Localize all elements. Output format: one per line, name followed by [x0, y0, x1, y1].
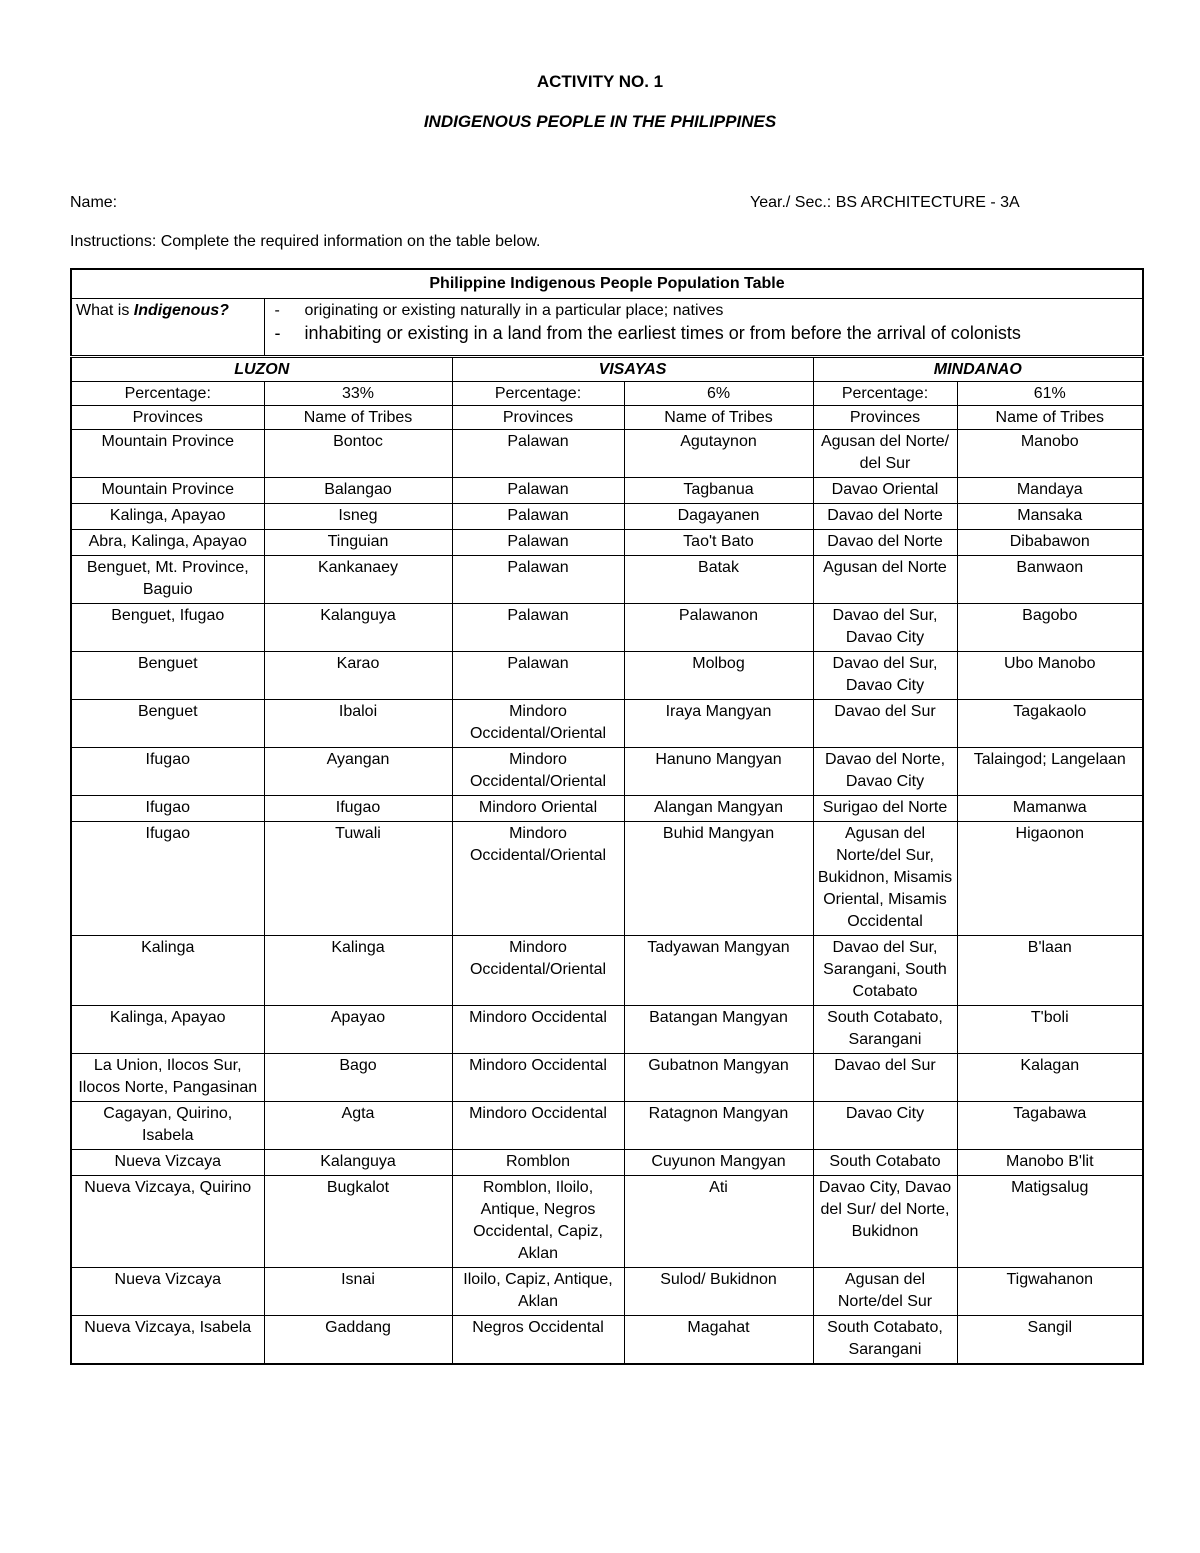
table-row: [71, 1176, 1143, 1268]
table-row: [71, 430, 1143, 478]
percentage-label: Percentage:: [452, 382, 624, 406]
table-cell: Agusan del Norte: [813, 556, 957, 604]
table-cell: Davao del Sur: [813, 700, 957, 748]
table-cell: Alangan Mangyan: [624, 796, 813, 822]
table-cell: Ibaloi: [264, 700, 452, 748]
table-cell: Tagabawa: [957, 1102, 1143, 1150]
definition-label-prefix: What is: [76, 302, 134, 319]
table-cell: Bagobo: [957, 604, 1143, 652]
percentage-label: Percentage:: [71, 382, 264, 406]
table-cell: Buhid Mangyan: [624, 822, 813, 936]
table-cell: Palawan: [452, 504, 624, 530]
table-cell: Palawan: [452, 430, 624, 478]
table-cell: Mindoro Occidental: [452, 1102, 624, 1150]
table-cell: Mindoro Occidental: [452, 1006, 624, 1054]
table-cell: Nueva Vizcaya, Isabela: [71, 1316, 264, 1365]
table-cell: Romblon: [452, 1150, 624, 1176]
column-header-tribes: Name of Tribes: [264, 406, 452, 430]
table-row: [71, 1102, 1143, 1150]
table-cell: Cuyunon Mangyan: [624, 1150, 813, 1176]
table-cell: Benguet: [71, 652, 264, 700]
table-cell: Kalagan: [957, 1054, 1143, 1102]
table-row: [71, 478, 1143, 504]
table-row: [71, 1150, 1143, 1176]
table-cell: Gubatnon Mangyan: [624, 1054, 813, 1102]
table-cell: Benguet: [71, 700, 264, 748]
table-cell: South Cotabato: [813, 1150, 957, 1176]
table-cell: Bago: [264, 1054, 452, 1102]
region-visayas: VISAYAS: [452, 357, 813, 382]
table-cell: Palawan: [452, 530, 624, 556]
table-cell: Palawan: [452, 604, 624, 652]
table-row: [71, 936, 1143, 1006]
table-cell: Iloilo, Capiz, Antique, Aklan: [452, 1268, 624, 1316]
table-cell: Tagakaolo: [957, 700, 1143, 748]
instructions-text: Instructions: Complete the required information on the table below.: [70, 233, 541, 250]
table-cell: Kalanguya: [264, 1150, 452, 1176]
population-table: [70, 268, 1144, 1365]
table-cell: Davao del Sur: [813, 1054, 957, 1102]
activity-title: ACTIVITY NO. 1: [536, 72, 664, 91]
table-row: [71, 652, 1143, 700]
table-cell: Kalinga: [264, 936, 452, 1006]
table-cell: Ratagnon Mangyan: [624, 1102, 813, 1150]
table-cell: Benguet, Ifugao: [71, 604, 264, 652]
table-cell: T'boli: [957, 1006, 1143, 1054]
table-row: [71, 1268, 1143, 1316]
table-cell: Agta: [264, 1102, 452, 1150]
table-cell: Davao del Norte: [813, 504, 957, 530]
percentage-luzon: 33%: [264, 382, 452, 406]
table-cell: Davao del Norte, Davao City: [813, 748, 957, 796]
definition-body: [264, 299, 1143, 357]
column-header-tribes: Name of Tribes: [624, 406, 813, 430]
table-cell: Batangan Mangyan: [624, 1006, 813, 1054]
table-cell: Palawan: [452, 556, 624, 604]
table-cell: Abra, Kalinga, Apayao: [71, 530, 264, 556]
table-cell: Davao del Sur, Davao City: [813, 604, 957, 652]
table-cell: Higaonon: [957, 822, 1143, 936]
year-section-label: Year./ Sec.: BS ARCHITECTURE - 3A: [750, 194, 1020, 211]
percentage-visayas: 6%: [624, 382, 813, 406]
table-cell: Agusan del Norte/del Sur, Bukidnon, Misamis Oriental, Misamis Occidental: [813, 822, 957, 936]
table-cell: Palawan: [452, 652, 624, 700]
table-cell: Davao del Sur, Davao City: [813, 652, 957, 700]
table-row: [71, 796, 1143, 822]
table-cell: Hanuno Mangyan: [624, 748, 813, 796]
table-cell: Ifugao: [71, 822, 264, 936]
table-cell: Mindoro Occidental: [452, 1054, 624, 1102]
table-row: [71, 504, 1143, 530]
table-cell: South Cotabato, Sarangani: [813, 1006, 957, 1054]
table-cell: Matigsalug: [957, 1176, 1143, 1268]
table-cell: Gaddang: [264, 1316, 452, 1365]
table-cell: Nueva Vizcaya, Quirino: [71, 1176, 264, 1268]
table-cell: Talaingod; Langelaan: [957, 748, 1143, 796]
table-cell: Davao Oriental: [813, 478, 957, 504]
table-cell: Dibabawon: [957, 530, 1143, 556]
table-title: Philippine Indigenous People Population Table: [71, 269, 1143, 299]
table-cell: Agusan del Norte/ del Sur: [813, 430, 957, 478]
table-cell: B'laan: [957, 936, 1143, 1006]
table-cell: Palawan: [452, 478, 624, 504]
table-cell: Ifugao: [264, 796, 452, 822]
table-cell: Negros Occidental: [452, 1316, 624, 1365]
table-cell: Sulod/ Bukidnon: [624, 1268, 813, 1316]
table-cell: Isneg: [264, 504, 452, 530]
table-cell: Tagbanua: [624, 478, 813, 504]
table-cell: Cagayan, Quirino, Isabela: [71, 1102, 264, 1150]
table-cell: Ayangan: [264, 748, 452, 796]
column-header-tribes: Name of Tribes: [957, 406, 1143, 430]
table-cell: Tadyawan Mangyan: [624, 936, 813, 1006]
table-cell: Mindoro Occidental/Oriental: [452, 700, 624, 748]
table-cell: Karao: [264, 652, 452, 700]
table-cell: Mindoro Occidental/Oriental: [452, 748, 624, 796]
table-cell: Tinguian: [264, 530, 452, 556]
table-cell: Mindoro Occidental/Oriental: [452, 822, 624, 936]
table-cell: Ati: [624, 1176, 813, 1268]
column-header-provinces: Provinces: [452, 406, 624, 430]
table-row: [71, 822, 1143, 936]
table-cell: La Union, Ilocos Sur, Ilocos Norte, Pangasinan: [71, 1054, 264, 1102]
table-cell: Ubo Manobo: [957, 652, 1143, 700]
bullet-dash: -: [274, 323, 281, 343]
table-cell: Manobo: [957, 430, 1143, 478]
percentage-mindanao: 61%: [957, 382, 1143, 406]
table-cell: Benguet, Mt. Province, Baguio: [71, 556, 264, 604]
table-cell: Surigao del Norte: [813, 796, 957, 822]
table-cell: Nueva Vizcaya: [71, 1150, 264, 1176]
table-cell: Molbog: [624, 652, 813, 700]
table-row: [71, 556, 1143, 604]
table-cell: Apayao: [264, 1006, 452, 1054]
table-cell: Mamanwa: [957, 796, 1143, 822]
table-row: [71, 1054, 1143, 1102]
table-cell: Davao del Norte: [813, 530, 957, 556]
table-cell: Mindoro Occidental/Oriental: [452, 936, 624, 1006]
table-cell: Mansaka: [957, 504, 1143, 530]
percentage-label: Percentage:: [813, 382, 957, 406]
region-mindanao: MINDANAO: [813, 357, 1143, 382]
table-row: [71, 700, 1143, 748]
bullet-dash: -: [274, 302, 280, 319]
table-cell: Kalinga, Apayao: [71, 1006, 264, 1054]
column-header-provinces: Provinces: [813, 406, 957, 430]
table-cell: Bugkalot: [264, 1176, 452, 1268]
table-row: [71, 604, 1143, 652]
table-cell: Balangao: [264, 478, 452, 504]
table-cell: Davao City: [813, 1102, 957, 1150]
table-row: [71, 748, 1143, 796]
table-cell: Davao del Sur, Sarangani, South Cotabato: [813, 936, 957, 1006]
table-cell: Palawanon: [624, 604, 813, 652]
table-cell: Kankanaey: [264, 556, 452, 604]
table-cell: Tigwahanon: [957, 1268, 1143, 1316]
table-cell: Romblon, Iloilo, Antique, Negros Occidental, Capiz, Aklan: [452, 1176, 624, 1268]
activity-subtitle: INDIGENOUS PEOPLE IN THE PHILIPPINES: [423, 112, 777, 131]
table-cell: Agusan del Norte/del Sur: [813, 1268, 957, 1316]
table-cell: Mountain Province: [71, 478, 264, 504]
table-cell: Nueva Vizcaya: [71, 1268, 264, 1316]
table-cell: Mandaya: [957, 478, 1143, 504]
table-cell: Batak: [624, 556, 813, 604]
table-cell: Mountain Province: [71, 430, 264, 478]
table-cell: Mindoro Oriental: [452, 796, 624, 822]
column-header-provinces: Provinces: [71, 406, 264, 430]
table-cell: Iraya Mangyan: [624, 700, 813, 748]
table-cell: Davao City, Davao del Sur/ del Norte, Bukidnon: [813, 1176, 957, 1268]
table-cell: Isnai: [264, 1268, 452, 1316]
table-cell: South Cotabato, Sarangani: [813, 1316, 957, 1365]
table-cell: Tao't Bato: [624, 530, 813, 556]
name-label: Name:: [70, 194, 118, 211]
table-cell: Kalinga: [71, 936, 264, 1006]
table-row: [71, 1316, 1143, 1365]
table-cell: Sangil: [957, 1316, 1143, 1365]
definition-item: - originating or existing naturally in a particular place; natives: [305, 300, 1139, 322]
table-cell: Kalanguya: [264, 604, 452, 652]
region-luzon: LUZON: [71, 357, 452, 382]
table-cell: Tuwali: [264, 822, 452, 936]
table-cell: Banwaon: [957, 556, 1143, 604]
table-cell: Ifugao: [71, 748, 264, 796]
table-cell: Magahat: [624, 1316, 813, 1365]
table-cell: Manobo B'lit: [957, 1150, 1143, 1176]
table-cell: Dagayanen: [624, 504, 813, 530]
definition-label: [71, 299, 264, 357]
table-cell: Agutaynon: [624, 430, 813, 478]
definition-term: Indigenous?: [133, 302, 229, 319]
table-cell: Kalinga, Apayao: [71, 504, 264, 530]
table-row: [71, 530, 1143, 556]
table-cell: Bontoc: [264, 430, 452, 478]
definition-item: - inhabiting or existing in a land from the earliest times or from before the arrival of colonists: [274, 323, 1021, 343]
table-row: [71, 1006, 1143, 1054]
table-cell: Ifugao: [71, 796, 264, 822]
